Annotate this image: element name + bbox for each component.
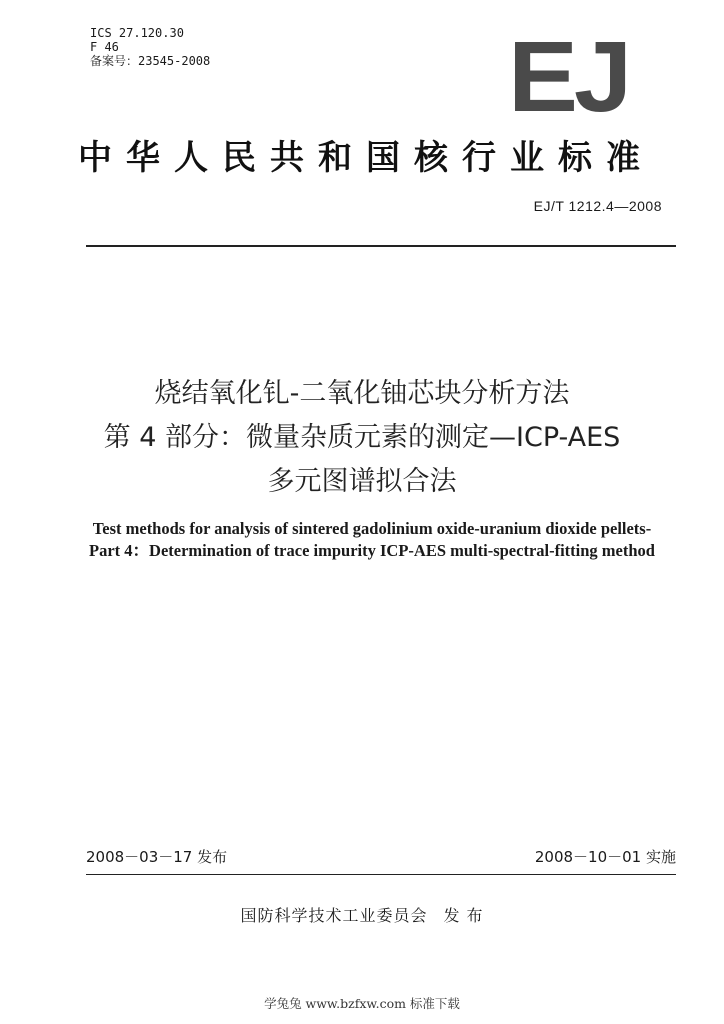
ej-logo: EJ	[508, 21, 629, 133]
english-title-line-2: Part 4：Determination of trace impurity ICP-AES multi-spectral-fitting method	[89, 541, 655, 560]
chinese-title-line-1: 烧结氧化钆-二氧化铀芯块分析方法	[154, 378, 570, 409]
publisher	[0, 903, 724, 926]
implementation-date: 2008－10－01 实施	[534, 848, 676, 866]
publisher-name: 国防科学技术工业委员会	[240, 906, 428, 925]
bottom-divider	[86, 874, 676, 875]
chinese-title-line-2: 第 4 部分：微量杂质元素的测定—ICP-AES	[103, 422, 621, 453]
filing-number: 备案号：23545-2008	[90, 54, 211, 68]
footer-watermark: 学兔兔 www.bzfxw.com 标准下载	[264, 996, 460, 1011]
organization-title: 中华人民共和国核行业标准	[78, 138, 654, 178]
chinese-title-line-3: 多元图谱拟合法	[267, 466, 457, 497]
standard-number: EJ/T 1212.4—2008	[533, 198, 662, 214]
classification-code: F 46	[90, 40, 119, 54]
top-divider	[86, 245, 676, 247]
publisher-action: 发 布	[443, 906, 484, 925]
ics-code: ICS 27.120.30	[90, 26, 184, 40]
english-title-line-1: Test methods for analysis of sintered gadolinium oxide-uranium dioxide pellets-	[92, 519, 652, 538]
issue-date: 2008－03－17 发布	[86, 848, 228, 866]
